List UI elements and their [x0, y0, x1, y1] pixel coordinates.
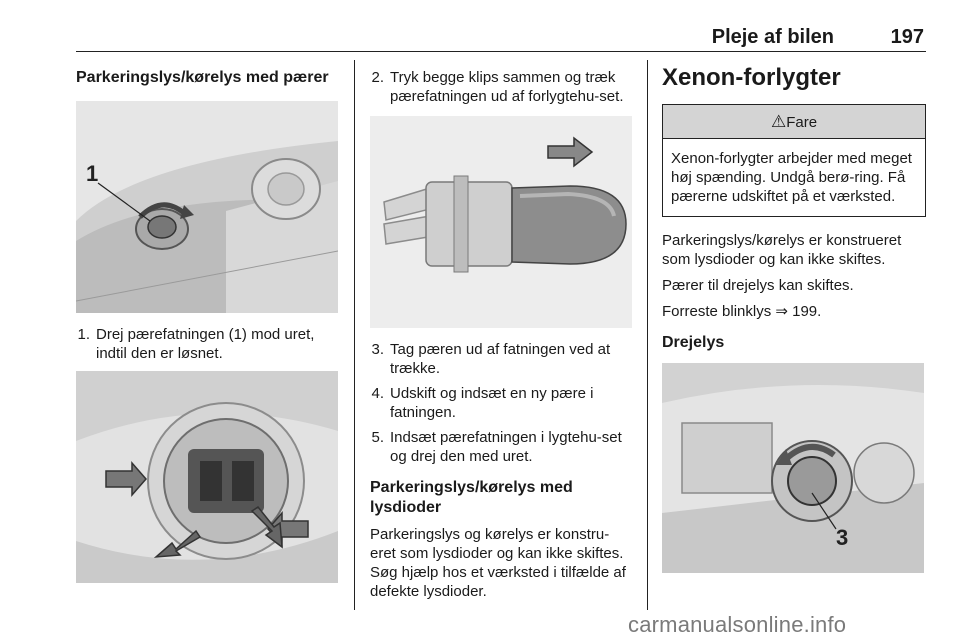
danger-warning-box [662, 104, 926, 217]
step-text: Tryk begge klips sammen og træk pærefatningen ud af forlygtehu-set. [390, 69, 624, 105]
column-left [76, 62, 340, 583]
column-divider [354, 60, 355, 610]
figure-callout-1: 1 [86, 161, 99, 186]
warning-text: Xenon-forlygter arbejder med meget høj spænding. Undgå berø-ring. Få pærerne udskiftet på et værksted. [671, 150, 912, 205]
site-watermark: carmanualsonline.info [628, 612, 847, 637]
step-text: Indsæt pærefatningen i lygtehu-set og drej den med uret. [390, 429, 622, 465]
step-4 [370, 384, 634, 422]
xenon-paragraph-3: Forreste blinklys ⇒ 199. [662, 303, 822, 320]
warning-triangle-icon: ⚠ [770, 112, 787, 131]
column-right [662, 62, 926, 573]
step-text: Tag pæren ud af fatningen ved at trække. [390, 341, 611, 377]
section-heading-led: Parkeringslys/kørelys med lysdioder [370, 479, 573, 516]
xenon-paragraph-2: Pærer til drejelys kan skiftes. [662, 277, 854, 294]
warning-header [663, 105, 925, 139]
figure-bulb-holder-clips [76, 371, 338, 583]
warning-title: Fare [786, 114, 818, 131]
bulb-removal-illustration [370, 116, 632, 328]
figure-callout-3: 3 [836, 525, 849, 550]
bulb-holder-illustration [76, 371, 338, 583]
page-number: 197 [890, 26, 924, 48]
section-heading-xenon: Xenon-forlygter [662, 64, 841, 91]
figure-headlamp-rear [76, 101, 338, 313]
page-header [76, 18, 926, 52]
headlamp-rear-illustration [76, 101, 338, 313]
step-number: 5. [371, 429, 384, 446]
step-number: 1. [77, 326, 90, 343]
step-1 [76, 325, 340, 363]
step-5 [370, 428, 634, 466]
step-3 [370, 340, 634, 378]
step-2 [370, 68, 634, 106]
step-number: 2. [371, 69, 384, 86]
cornering-light-illustration [662, 363, 924, 573]
step-number: 4. [371, 385, 384, 402]
step-number: 3. [371, 341, 384, 358]
subheading-cornering-light: Drejelys [662, 334, 725, 351]
led-paragraph: Parkeringslys og kørelys er konstru-eret som lysdioder og kan ikke skiftes. Søg hjælp hos et værksted i tilfælde af defekte lysdioder. [370, 526, 626, 600]
section-heading-bulbs: Parkeringslys/kørelys med pærer [76, 69, 329, 86]
column-divider [647, 60, 648, 610]
xenon-paragraph-1: Parkeringslys/kørelys er konstrueret som lysdioder og kan ikke skiftes. [662, 232, 902, 268]
step-text: Drej pærefatningen (1) mod uret, indtil den er løsnet. [96, 326, 315, 362]
section-title: Pleje af bilen [711, 26, 834, 48]
step-text: Udskift og indsæt en ny pære i fatningen. [390, 385, 594, 421]
column-middle [370, 62, 634, 601]
figure-bulb-removal [370, 116, 632, 328]
figure-cornering-light [662, 363, 924, 573]
